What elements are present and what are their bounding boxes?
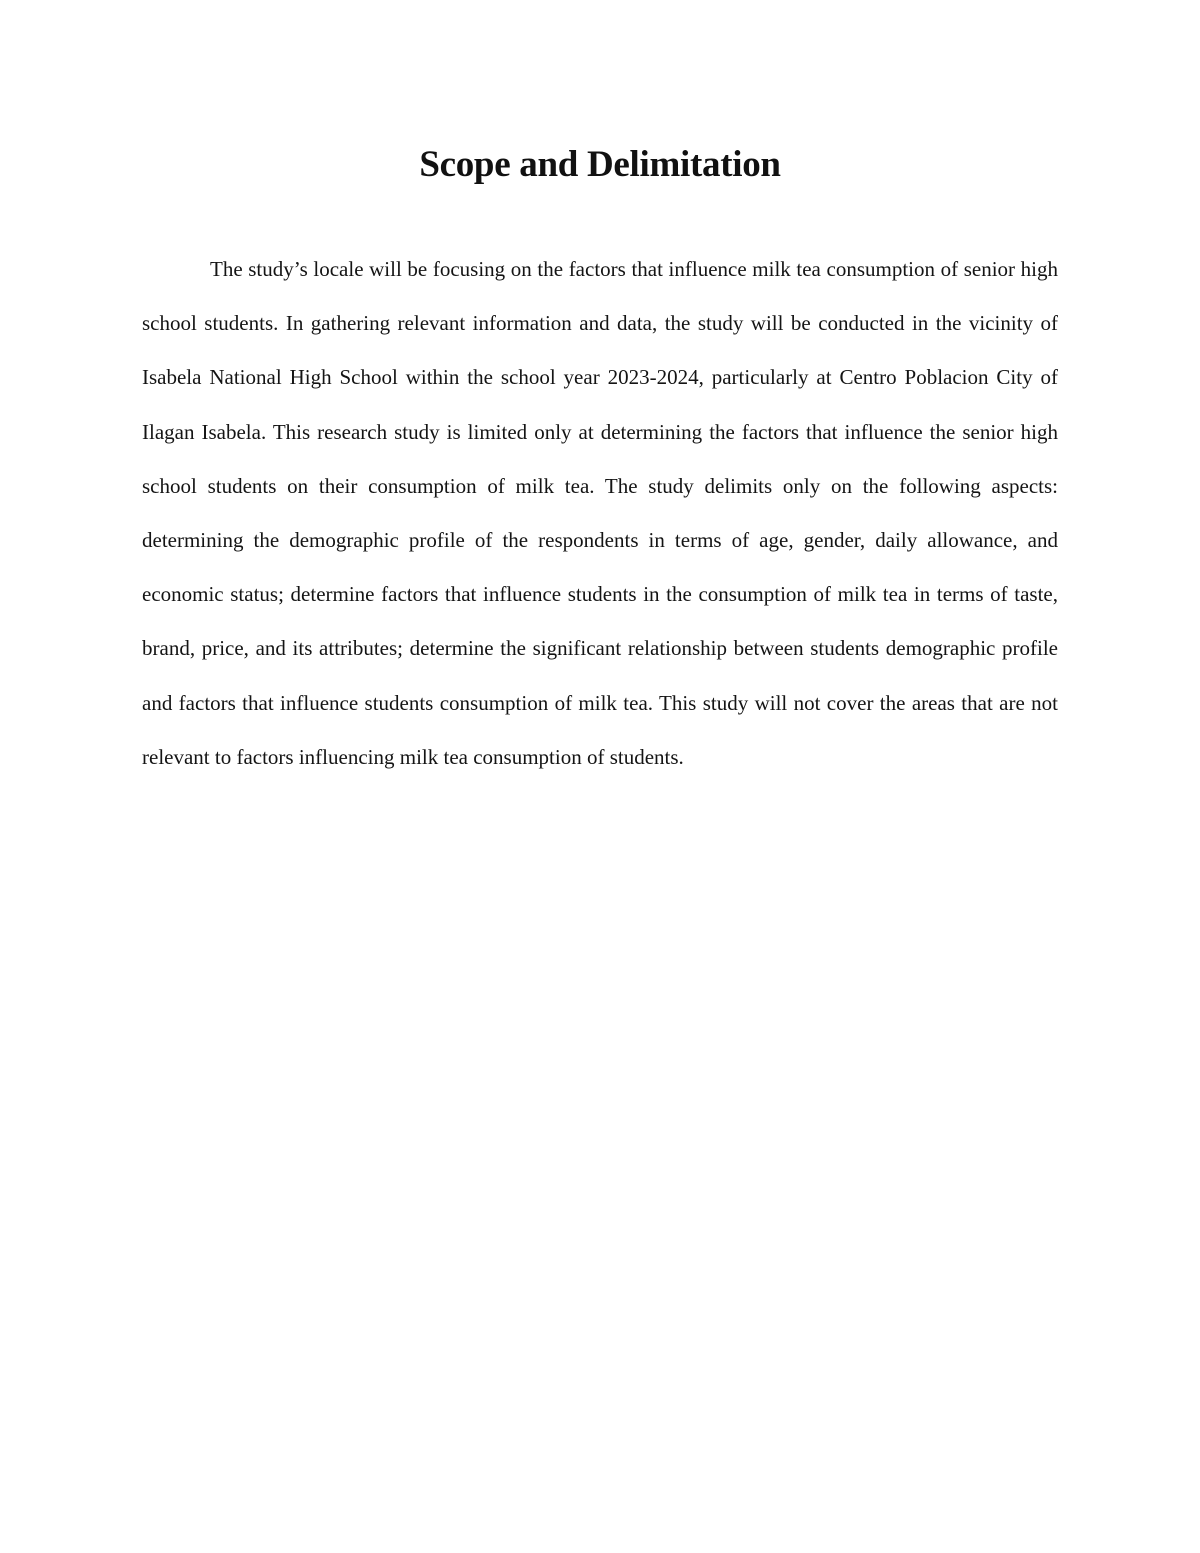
page-title: Scope and Delimitation: [419, 144, 781, 185]
body-paragraph: The study’s locale will be focusing on the factors that influence milk tea consumption of senior high school students. In gathering relevant information and data, the study will be conducted in the vicinity of Isabela National High School within the school year 2023-2024, particularly at Centro Poblacion City of Ilagan Isabela. This research study is limited only at determining the factors that influence the senior high school students on their consumption of milk tea. The study delimits only on the following aspects: determining the demographic profile of the respondents in terms of age, gender, daily allowance, and economic status; determine factors that influence students in the consumption of milk tea in terms of taste, brand, price, and its attributes; determine the significant relationship between students demographic profile and factors that influence students consumption of milk tea. This study will not cover the areas that are not relevant to factors influencing milk tea consumption of students.: [142, 257, 1058, 769]
